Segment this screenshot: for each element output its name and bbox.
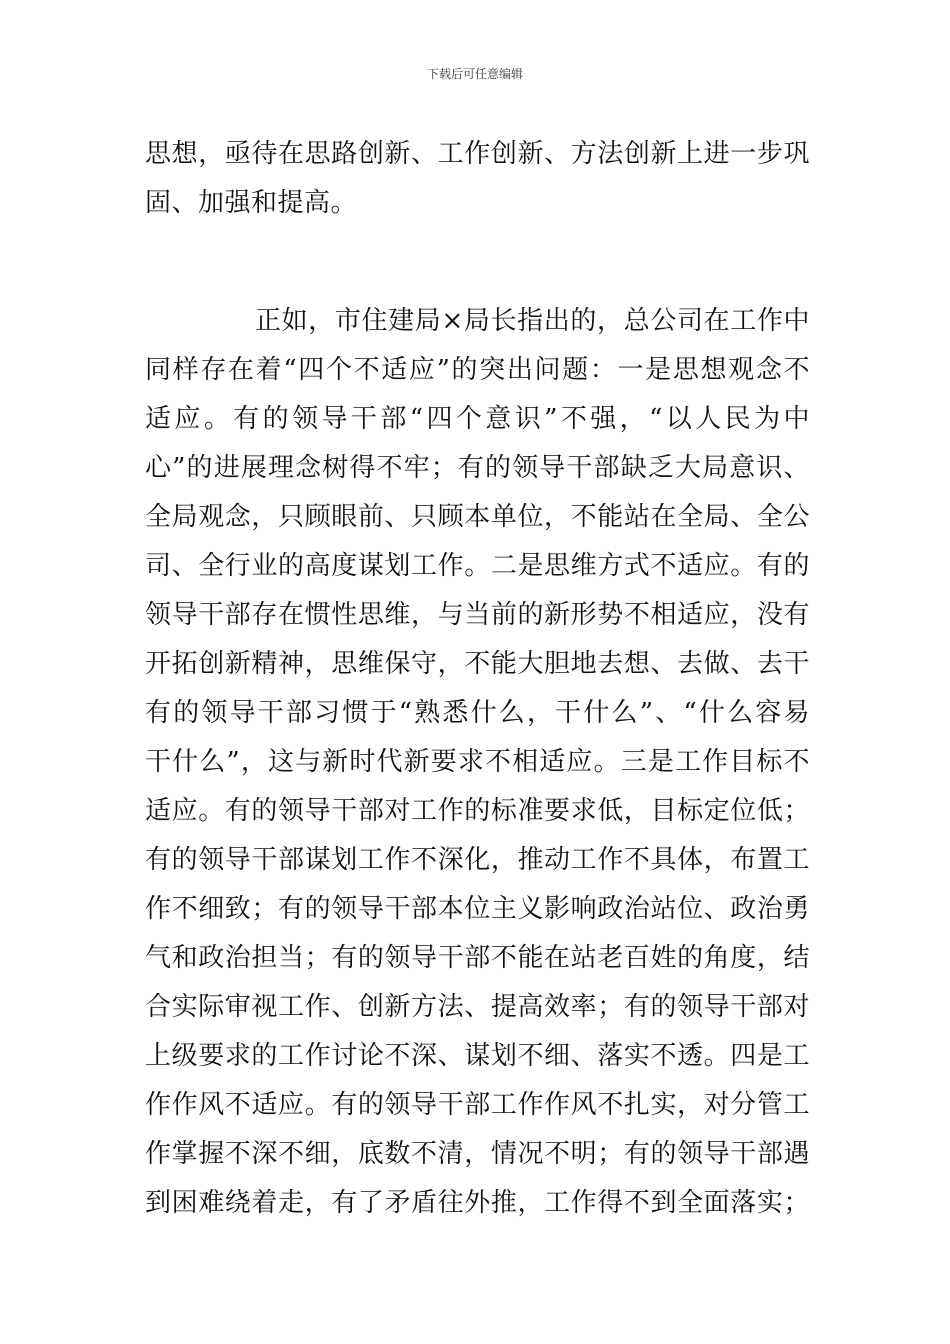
text-line: 领导干部存在惯性思维，与当前的新形势不相适应，没有: [145, 600, 810, 630]
text-line: 作掌握不深不细，底数不清，情况不明；有的领导干部遇: [145, 1139, 810, 1169]
text-line: 开拓创新精神，思维保守，不能大胆地去想、去做、去干: [145, 649, 810, 679]
text-line: 固、加强和提高。: [145, 188, 358, 218]
paragraph-spacer: [145, 228, 810, 297]
text-line: 同样存在着“四个不适应”的突出问题：一是思想观念不: [145, 355, 810, 385]
paragraph-1: [145, 130, 810, 228]
text-line: 全局观念，只顾眼前、只顾本单位，不能站在全局、全公: [145, 502, 810, 532]
page-header: 下载后可任意编辑: [426, 67, 523, 81]
text-line: 合实际审视工作、创新方法、提高效率；有的领导干部对: [145, 992, 810, 1022]
text-line: 司、全行业的高度谋划工作。二是思维方式不适应。有的: [145, 551, 810, 581]
text-line: 心”的进展理念树得不牢；有的领导干部缺乏大局意识、: [145, 453, 810, 483]
document-body: [145, 130, 810, 1228]
text-line: 思想，亟待在思路创新、工作创新、方法创新上进一步巩: [145, 139, 810, 169]
text-line: 有的领导干部习惯于“熟悉什么，干什么”、“什么容易: [145, 698, 810, 728]
text-line: 干什么”，这与新时代新要求不相适应。三是工作目标不: [145, 747, 810, 777]
text-line: 上级要求的工作讨论不深、谋划不细、落实不透。四是工: [145, 1041, 810, 1071]
text-line: 适应。有的领导干部对工作的标准要求低，目标定位低；: [145, 796, 810, 826]
text-line: 作作风不适应。有的领导干部工作作风不扎实，对分管工: [145, 1090, 810, 1120]
text-line: 正如，市住建局×局长指出的，总公司在工作中: [255, 306, 810, 336]
text-line: 气和政治担当；有的领导干部不能在站老百姓的角度，结: [145, 943, 810, 973]
text-line: 有的领导干部谋划工作不深化，推动工作不具体，布置工: [145, 845, 810, 875]
text-line: 到困难绕着走，有了矛盾往外推，工作得不到全面落实；: [145, 1188, 810, 1218]
paragraph-2: [145, 297, 810, 1228]
text-line: 作不细致；有的领导干部本位主义影响政治站位、政治勇: [145, 894, 810, 924]
text-line: 适应。有的领导干部“四个意识”不强，“以人民为中: [145, 404, 810, 434]
